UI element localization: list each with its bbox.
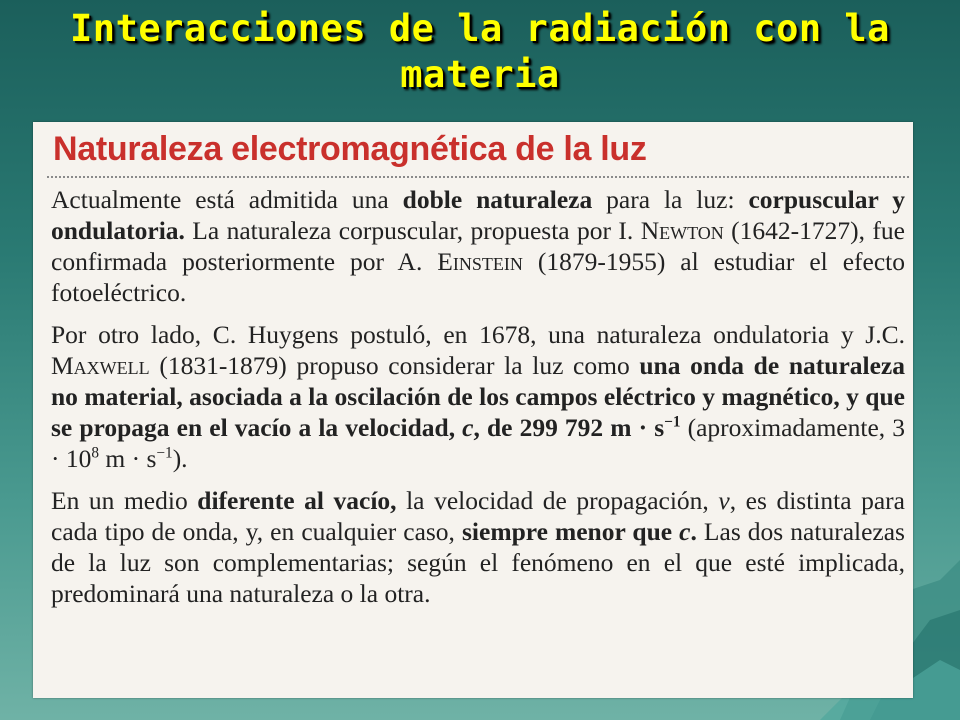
page-heading: Naturaleza electromagnética de la luz: [53, 130, 647, 168]
textbook-page-image: [33, 122, 913, 698]
heading-divider: [47, 176, 909, 178]
slide-title: [0, 6, 960, 98]
slide-title-line-1: Interacciones de la radiación con la: [70, 7, 890, 50]
slide-title-line-2: materia: [400, 53, 560, 96]
page-body: [51, 184, 905, 620]
paragraph-2: Por otro lado, C. Huygens postuló, en 1678, una naturaleza ondulatoria y J.C. Maxwell (1831-1879) propuso considerar la luz como una onda de naturaleza no material, asociada a la oscilación de los campos eléctrico y magnético, y que se propaga en el vacío a la velocidad, c, de 299 792 $m \cdot s^{-1}$ (aproximadamente, $3 \cdot 10^8$ $m \cdot s^{-1}$).: [51, 320, 905, 473]
name-newton: Newton: [640, 216, 724, 245]
paragraph-1: Actualmente está admitida una doble naturaleza para la luz: corpuscular y ondulatoria. La naturaleza corpuscular, propuesta por I. Newton (1642-1727), fue confirmada posteriormente por A. Einstein (1879-1955) al estudiar el efecto fotoeléctrico.: [51, 185, 905, 307]
name-maxwell: Maxwell: [51, 351, 150, 380]
paragraph-3: En un medio diferente al vacío, la velocidad de propagación, v, es distinta para cada tipo de onda, y, en cualquier caso, siempre menor que c. Las dos naturalezas de la luz son complementarias; según el fenómeno en el que esté implicada, predominará una naturaleza o la otra.: [51, 486, 905, 608]
name-einstein: Einstein: [437, 247, 523, 276]
